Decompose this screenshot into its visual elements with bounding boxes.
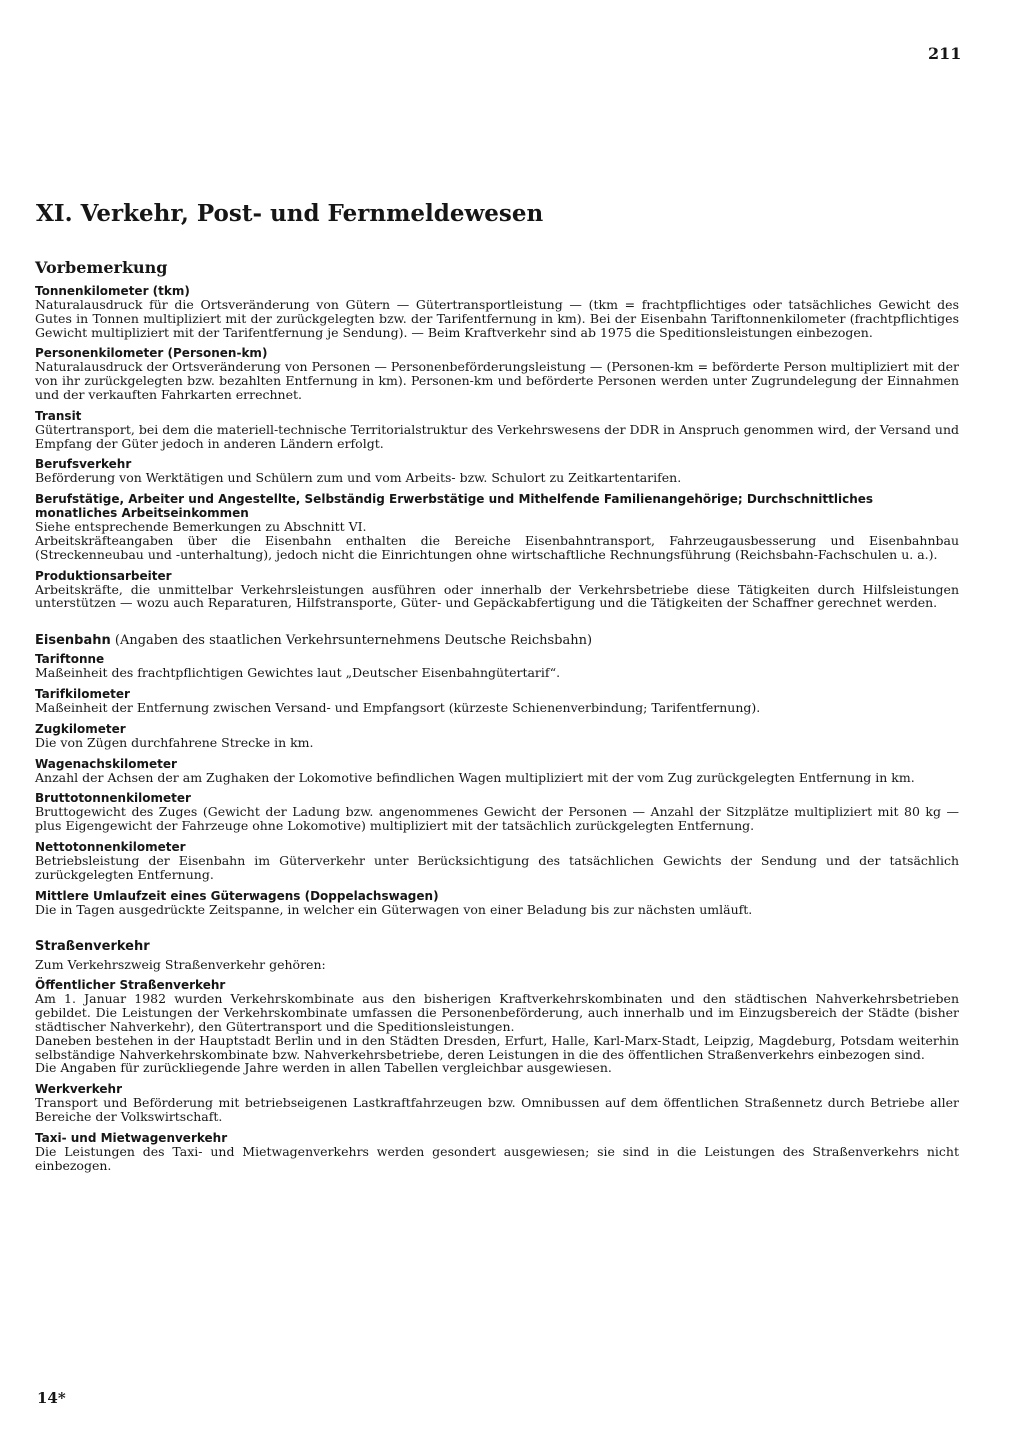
definition-wagenachskilometer: Anzahl der Achsen der am Zughaken der Lokomotive befindlichen Wagen multipliziert mit der vom Zug zurückgelegten Entfernung in km. [35, 769, 915, 785]
definition-bruttotonnenkilometer: Bruttogewicht des Zuges (Gewicht der Ladung bzw. angenommenes Gewicht der Personen — Anzahl der Sitzplätze multipliziert mit 80 kg — plus Eigengewicht der Fahrzeuge ohne Lokomotive) multipliziert mit der tatsächlich zurückgelegten Entfernung. [35, 804, 959, 834]
term-tarifkilometer: Tarifkilometer [35, 686, 130, 701]
section-heading-vorbemerkung: Vorbemerkung [35, 258, 168, 277]
term-wagenachskilometer: Wagenachskilometer [35, 756, 177, 771]
definition-tonnenkilometer: Naturalausdruck für die Ortsveränderung von Gütern — Gütertransportleistung — (tkm = frachtpflichtiges oder tatsächliches Gewicht des Gutes in Tonnen multipliziert mit der zurückgelegten bzw. der Tarifentfernung in km). Bei der Eisenbahn Tariftonnenkilometer (frachtpflichtiges Gewicht multipliziert mit der Tarifentfernung je Sendung). — Beim Kraftverkehr sind ab 1975 die Speditionsleistungen einbezogen. [35, 297, 959, 340]
eisenbahn-heading-label: Eisenbahn [35, 633, 111, 649]
definition-personenkilometer: Naturalausdruck der Ortsveränderung von Personen — Personenbeförderungsleistung — (Personen-km = beförderte Person multipliziert mit der von ihr zurückgelegten bzw. bezahlten Entfernung in km). Personen-km und beförderte Personen werden unter Zugrundelegung der Einnahmen und der verkauften Fahrkarten errechnet. [35, 359, 959, 402]
section-heading-eisenbahn [35, 633, 959, 648]
definition-taxi-mietwagenverkehr: Die Leistungen des Taxi- und Mietwagenverkehrs werden gesondert ausgewiesen; sie sind in die Leistungen des Straßenverkehrs nicht einbezogen. [35, 1143, 959, 1173]
definition-produktionsarbeiter: Arbeitskräfte, die unmittelbar Verkehrsleistungen ausführen oder innerhalb der Verkehrsbetriebe diese Tätigkeiten durch Hilfsleistungen unterstützen — wozu auch Reparaturen, Hilfstransporte, Güter- und Gepäckabfertigung und die Tätigkeiten der Schaffner gerechnet werden. [35, 581, 959, 611]
definition-transit: Gütertransport, bei dem die materiell-technische Territorialstruktur des Verkehrswesens der DDR in Anspruch genommen wird, der Versand und Empfang der Güter jedoch in anderen Ländern erfolgt. [35, 421, 959, 451]
chapter-title: XI. Verkehr, Post- und Fernmeldewesen [36, 200, 544, 227]
definition-berufsverkehr: Beförderung von Werktätigen und Schülern zum und vom Arbeits- bzw. Schulort zu Zeitkartentarifen. [35, 470, 682, 486]
term-personenkilometer: Personenkilometer (Personen-km) [35, 346, 268, 361]
eisenbahn-heading-note: (Angaben des staatlichen Verkehrsunternehmens Deutsche Reichsbahn) [110, 633, 593, 649]
section-heading-strassenverkehr [35, 939, 959, 954]
term-tariftonne: Tariftonne [35, 652, 105, 667]
term-werkverkehr: Werkverkehr [35, 1082, 122, 1097]
definition-berufstaetige: Siehe entsprechende Bemerkungen zu Abschnitt VI. [35, 519, 367, 535]
term-produktionsarbeiter: Produktionsarbeiter [35, 568, 172, 583]
term-nettotonnenkilometer: Nettotonnenkilometer [35, 839, 186, 854]
definition-tariftonne: Maßeinheit des frachtpflichtigen Gewichtes laut „Deutscher Eisenbahngütertarif“. [35, 665, 561, 681]
term-berufsverkehr: Berufsverkehr [35, 457, 132, 472]
strassenverkehr-heading-label: Straßenverkehr [35, 939, 150, 955]
term-bruttotonnenkilometer: Bruttotonnenkilometer [35, 791, 191, 806]
definition-nettotonnenkilometer: Betriebsleistung der Eisenbahn im Güterverkehr unter Berücksichtigung des tatsächlichen Gewichts der Sendung und der tatsächlich zurückgelegten Entfernung. [35, 852, 959, 882]
page-content [35, 258, 959, 1179]
term-tonnenkilometer: Tonnenkilometer (tkm) [35, 284, 190, 298]
term-transit: Transit [35, 408, 82, 423]
definition-zugkilometer: Die von Zügen durchfahrene Strecke in km. [35, 734, 314, 750]
page-number: 211 [928, 44, 962, 63]
definition-tarifkilometer: Maßeinheit der Entfernung zwischen Versand- und Empfangsort (kürzeste Schienenverbindung; Tarifentfernung). [35, 699, 761, 715]
footer-sheet-mark: 14* [37, 1389, 66, 1407]
strassenverkehr-intro: Zum Verkehrszweig Straßenverkehr gehören: [35, 957, 326, 973]
definition-mittlere-umlaufzeit: Die in Tagen ausgedrückte Zeitspanne, in welcher ein Güterwagen von einer Beladung bis zur nächsten umläuft. [35, 901, 753, 917]
term-taxi-mietwagenverkehr: Taxi- und Mietwagenverkehr [35, 1130, 228, 1145]
term-berufstaetige: Berufstätige, Arbeiter und Angestellte, Selbständig Erwerbstätige und Mithelfende Familienangehörige; Durchschnittliches monatliches Arbeitseinkommen [35, 492, 874, 521]
definition-oeffentlicher-strassenverkehr-staedte: Daneben bestehen in der Hauptstadt Berlin und in den Städten Dresden, Erfurt, Halle, Karl-Marx-Stadt, Leipzig, Magdeburg, Potsdam weiterhin selbständige Nahverkehrskombinate bzw. Nahverkehrsbetriebe, deren Leistungen in die des öffentlichen Straßenverkehrs einbezogen sind. [35, 1032, 959, 1062]
definition-berufstaetige-eisenbahn: Arbeitskräfteangaben über die Eisenbahn enthalten die Bereiche Eisenbahntransport, Fahrzeugausbesserung und Eisenbahnbau (Streckenneubau und -unterhaltung), jedoch nicht die Einrichtungen ohne wirtschaftliche Rechnungsführung (Reichsbahn-Fachschulen u. a.). [35, 532, 959, 562]
definition-werkverkehr: Transport und Beförderung mit betriebseigenen Lastkraftfahrzeugen bzw. Omnibussen auf dem öffentlichen Straßennetz durch Betriebe aller Bereiche der Volkswirtschaft. [35, 1095, 959, 1124]
definition-oeffentlicher-strassenverkehr-vergleich: Die Angaben für zurückliegende Jahre werden in allen Tabellen vergleichbar ausgewiesen. [35, 1060, 612, 1076]
definition-oeffentlicher-strassenverkehr: Am 1. Januar 1982 wurden Verkehrskombinate aus den bisherigen Kraftverkehrskombinaten und den städtischen Nahverkehrsbetrieben gebildet. Die Leistungen der Verkehrskombinate umfassen die Personenbeförderung, auch innerhalb und im Einzugsbereich der Städte (bisher städtischer Nahverkehr), den Gütertransport und die Speditionsleistungen. [35, 991, 959, 1034]
term-zugkilometer: Zugkilometer [35, 721, 126, 736]
term-oeffentlicher-strassenverkehr: Öffentlicher Straßenverkehr [35, 978, 226, 993]
term-mittlere-umlaufzeit: Mittlere Umlaufzeit eines Güterwagens (Doppelachswagen) [35, 888, 439, 903]
